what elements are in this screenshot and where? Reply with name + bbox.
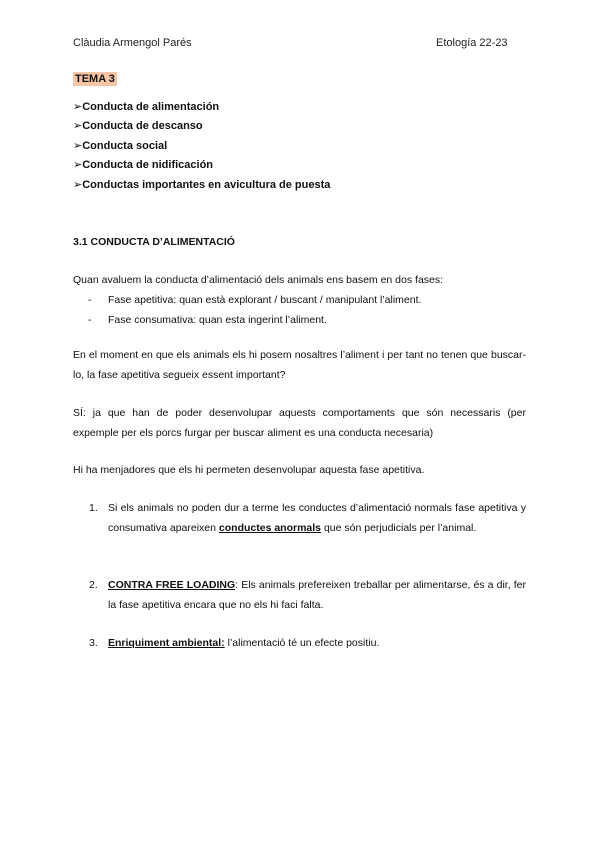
item-body bbox=[108, 634, 526, 654]
phase-list bbox=[88, 291, 421, 330]
header-author: Clàudia Armengol Parés bbox=[73, 37, 192, 49]
answer-paragraph: SÍ: ja que han de poder desenvolupar aquests comportaments que són necessaris (per expemple per els porcs furgar per buscar aliment es una conducta necesaria) bbox=[73, 407, 526, 439]
topic-item bbox=[73, 158, 330, 177]
numbered-item-1 bbox=[89, 499, 526, 538]
topic-item bbox=[73, 119, 330, 138]
tema-label: TEMA 3 bbox=[75, 73, 115, 85]
feeder-paragraph: Hi ha menjadores que els hi permeten desenvolupar aquesta fase apetitiva. bbox=[73, 464, 425, 476]
arrow-bullet-icon: ➢ bbox=[73, 159, 83, 172]
item-text-pre: Si els animals no poden dur a terme les conductes d’alimentació normals fase apetitiva y consumativa apareixen bbox=[108, 502, 526, 534]
dash-bullet-icon: - bbox=[88, 313, 92, 326]
arrow-bullet-icon: ➢ bbox=[73, 139, 83, 152]
list-item bbox=[88, 311, 421, 331]
topic-item bbox=[73, 178, 330, 197]
topic-item bbox=[73, 100, 330, 119]
item-text-post: que són perjudicials per l’animal. bbox=[321, 521, 477, 534]
header-course: Etología 22-23 bbox=[436, 37, 508, 49]
topic-label: Conducta social bbox=[82, 139, 168, 152]
intro-paragraph: Quan avaluem la conducta d’alimentació dels animals ens basem en dos fases: bbox=[73, 274, 444, 286]
item-emphasis: Enriquiment ambiental: bbox=[108, 637, 225, 649]
numbered-item-3 bbox=[89, 634, 526, 654]
arrow-bullet-icon: ➢ bbox=[73, 120, 83, 133]
item-number: 3. bbox=[89, 637, 98, 649]
dash-bullet-icon: - bbox=[88, 294, 92, 306]
item-text-post: l’alimentació té un efecte positiu. bbox=[224, 637, 380, 649]
topic-label: Conductas importantes en avicultura de puesta bbox=[82, 178, 331, 191]
arrow-bullet-icon: ➢ bbox=[73, 178, 83, 191]
topic-item bbox=[73, 139, 330, 158]
item-body bbox=[108, 499, 526, 538]
topic-list bbox=[73, 100, 330, 197]
item-body bbox=[108, 576, 526, 615]
item-number: 2. bbox=[89, 579, 98, 591]
list-item bbox=[88, 291, 421, 311]
section-title: 3.1 CONDUCTA D’ALIMENTACIÓ bbox=[73, 236, 235, 248]
item-text-post: : Els animals prefereixen treballar per alimentarse, és a dir, fer la fase apetitiva encara que no els hi faci falta. bbox=[108, 579, 526, 611]
item-emphasis: CONTRA FREE LOADING bbox=[108, 579, 236, 591]
topic-label: Conducta de alimentación bbox=[82, 101, 220, 113]
item-number: 1. bbox=[89, 502, 98, 514]
phase-text: Fase apetitiva: quan està explorant / buscant / manipulant l’aliment. bbox=[108, 294, 422, 306]
arrow-bullet-icon: ➢ bbox=[73, 101, 83, 113]
item-emphasis: conductes anormals bbox=[218, 521, 322, 534]
phase-text: Fase consumativa: quan esta ingerint l’aliment. bbox=[108, 313, 327, 326]
topic-label: Conducta de descanso bbox=[82, 120, 203, 133]
question-paragraph: En el moment en que els animals els hi posem nosaltres l’aliment i per tant no tenen que buscar-lo, la fase apetitiva segueix essent important? bbox=[73, 349, 526, 381]
topic-label: Conducta de nidificación bbox=[82, 159, 214, 172]
numbered-item-2 bbox=[89, 576, 526, 615]
